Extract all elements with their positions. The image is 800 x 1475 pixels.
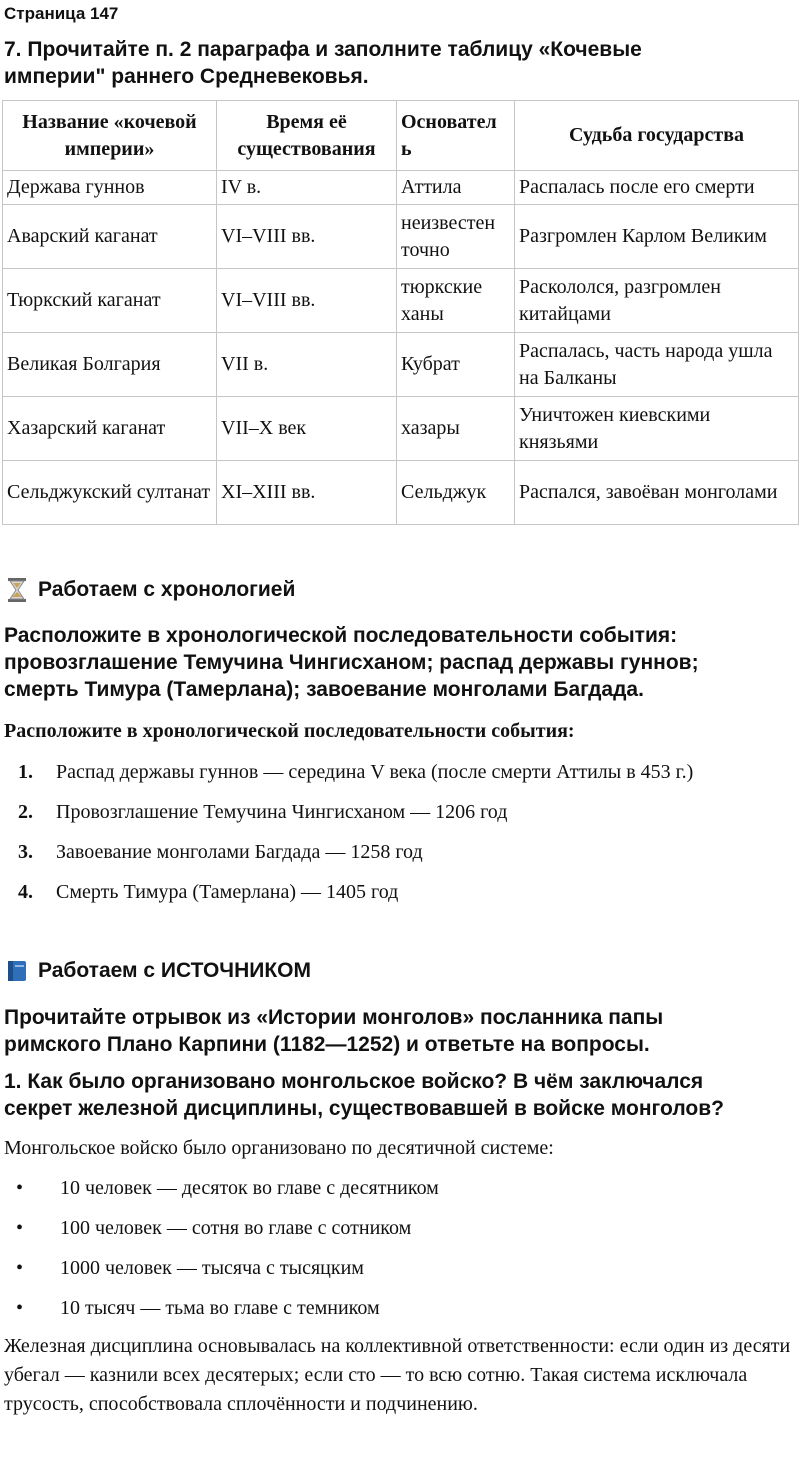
cell-time: VII–X век [217,397,397,461]
cell-time: VI–VIII вв. [217,205,397,269]
header-time: Время её существования [217,101,397,171]
table-header-row [3,101,799,171]
cell-time: IV в. [217,171,397,205]
book-icon [4,958,30,984]
cell-time: VI–VIII вв. [217,269,397,333]
events-list [0,752,800,912]
chronology-heading-text: Работаем с хронологией [38,578,296,601]
task-7-title-line-2: империи" раннего Средневековья. [4,65,369,88]
cell-name: Хазарский каганат [3,397,217,461]
list-item: • 100 человек — сотня во главе с сотником [16,1216,412,1239]
cell-time: VII в. [217,333,397,397]
cell-founder: тюркские ханы [397,269,515,333]
header-name: Название «кочевой империи» [3,101,217,171]
source-heading-text: Работаем с ИСТОЧНИКОМ [38,959,311,982]
army-answer-intro: Монгольское войско было организовано по десятичной системе: [4,1137,554,1159]
chronology-answer-heading: Расположите в хронологической последовательности события: [4,720,575,742]
cell-name: Аварский каганат [3,205,217,269]
cell-fate: Распался, завоёван монголами [515,461,799,525]
cell-founder: Кубрат [397,333,515,397]
list-item: • 1000 человек — тысяча с тысяцким [16,1256,364,1279]
cell-founder: Аттила [397,171,515,205]
hourglass-icon [4,577,30,603]
cell-name: Тюркский каганат [3,269,217,333]
table-row [3,171,799,205]
table-row [3,397,799,461]
army-units-list [0,1168,800,1328]
source-heading [4,958,311,984]
source-question-1: 1. Как было организовано монгольское войско? В чём заключался секрет железной дисциплины, существовавшей в войске монголов? [4,1070,724,1120]
cell-founder: хазары [397,397,515,461]
table-row [3,269,799,333]
header-fate: Судьба государства [515,101,799,171]
cell-time: XI–XIII вв. [217,461,397,525]
list-item: 2 . Провозглашение Темучина Чингисханом — 1206 год [0,792,800,832]
task-7-title-line-1: 7. Прочитайте п. 2 параграфа и заполните таблицу «Кочевые [4,38,642,61]
page-label: Страница 147 [4,4,119,23]
cell-fate: Раскололся, разгромлен китайцами [515,269,799,333]
cell-name: Сельджукский султанат [3,461,217,525]
table-row [3,461,799,525]
list-item: • 10 человек — десяток во главе с десятником [16,1176,439,1199]
cell-fate: Распалась, часть народа ушла на Балканы [515,333,799,397]
list-item: • 10 тысяч — тьма во главе с темником [16,1296,380,1319]
cell-name: Держава гуннов [3,171,217,205]
header-founder: Основател ь [397,101,515,171]
cell-founder: неизвестен точно [397,205,515,269]
nomadic-empires-table [2,100,799,525]
list-item: 3 . Завоевание монголами Багдада — 1258 год [0,832,800,872]
chronology-heading [4,577,295,603]
table-row [3,205,799,269]
list-item: 1 . Распад державы гуннов — середина V века (после смерти Аттилы в 453 г.) [0,752,800,792]
cell-founder: Сельджук [397,461,515,525]
cell-fate: Распалась после его смерти [515,171,799,205]
cell-fate: Уничтожен киевскими князьями [515,397,799,461]
discipline-paragraph: Железная дисциплина основывалась на коллективной ответственности: если один из десяти убегал — казнили всех десятерых; если сто — то всю сотню. Такая система исключала трусость, способствовала сплочённости и подчинению. [4,1335,791,1415]
task-7-title [4,36,794,90]
cell-name: Великая Болгария [3,333,217,397]
source-intro: Прочитайте отрывок из «Истории монголов» посланника папы римского Плано Карпини (1182—1252) и ответьте на вопросы. [4,1006,664,1056]
list-item: 4 . Смерть Тимура (Тамерлана) — 1405 год [0,872,800,912]
table-row [3,333,799,397]
chronology-question: Расположите в хронологической последовательности события: провозглашение Темучина Чингисханом; распад державы гуннов; смерть Тимура (Тамерлана); завоевание монголами Багдада. [4,624,699,701]
cell-fate: Разгромлен Карлом Великим [515,205,799,269]
